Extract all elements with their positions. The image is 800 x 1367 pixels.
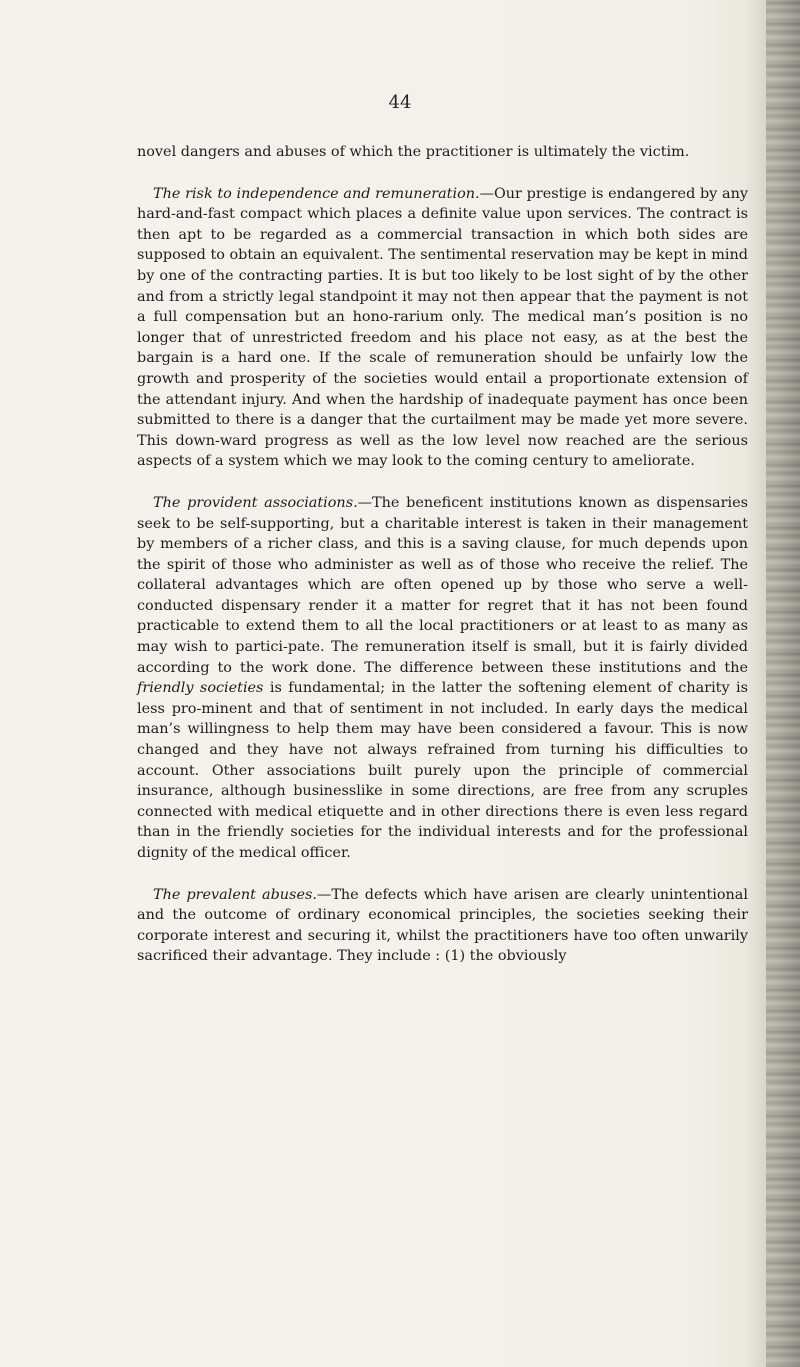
- intro-paragraph: novel dangers and abuses of which the practitioner is ultimately the victim.: [137, 144, 690, 160]
- section-body-provident-after: is fundamental; in the latter the softening element of charity is less pro-minent and that of sentiment in not included. In early days the medical man’s willingness to help them may have been considered a favour. This is now changed and they have not always refrained from turning his difficulties to account. Other associations built purely upon the principle of commercial insurance, although businesslike in some directions, are free from any scruples connected with medical etiquette and in other directions there is even less regard than in the friendly societies for the individual interests and for the professional dignity of the medical officer.: [137, 680, 748, 861]
- paragraph-remuneration: [137, 184, 748, 472]
- paragraph-abuses: [137, 885, 748, 967]
- emphasis-friendly-societies: friendly societies: [137, 680, 264, 697]
- section-body-abuses: —The defects which have arisen are clearly unintentional and the outcome of ordinary economical principles, the societies seeking their corporate interest and securing it, whilst the practitioners have too often unwarily sacrificed their advantage. They include : (1) the obviously: [137, 886, 748, 965]
- page-edge-shadow: [766, 0, 800, 1367]
- page-number: 44: [388, 92, 412, 113]
- paragraph-provident: [137, 493, 748, 864]
- section-body-provident-before: —The beneficent institutions known as dispensaries seek to be self-supporting, but a charitable interest is taken in their management by members of a richer class, and this is a saving clause, for much depends upon the spirit of those who administer as well as of those who receive the relief. The collateral advantages which are often opened up by those who serve a well-conducted dispensary render it a matter for regret that it has not been found practicable to extend them to all the local practitioners or at least to as many as may wish to partici-pate. The remuneration itself is small, but it is fairly divided according to the work done. The difference between these institutions and the: [137, 494, 748, 676]
- section-heading-remuneration: The risk to independence and remuneration.: [153, 185, 480, 202]
- section-heading-provident: The provident associations.: [153, 494, 358, 511]
- body-text: [137, 142, 748, 988]
- section-heading-abuses: The prevalent abuses.: [153, 886, 317, 903]
- section-body-remuneration: —Our prestige is endangered by any hard-and-fast compact which places a definite value upon services. The contract is then apt to be regarded as a commercial transaction in which both sides are supposed to obtain an equivalent. The sentimental reservation may be kept in mind by one of the contracting parties. It is but too likely to be lost sight of by the other and from a strictly legal standpoint it may not then appear that the payment is not a full compensation but an hono-rarium only. The medical man’s position is no longer that of unrestricted freedom and his place not easy, as at the best the bargain is a hard one. If the scale of remuneration should be unfairly low the growth and prosperity of the societies would entail a proportionate extension of the attendant injury. And when the hardship of inadequate payment has once been submitted to there is a danger that the curtailment may be made yet more severe. This down-ward progress as well as the low level now reached are the serious aspects of a system which we may look to the coming century to ameliorate.: [137, 185, 748, 470]
